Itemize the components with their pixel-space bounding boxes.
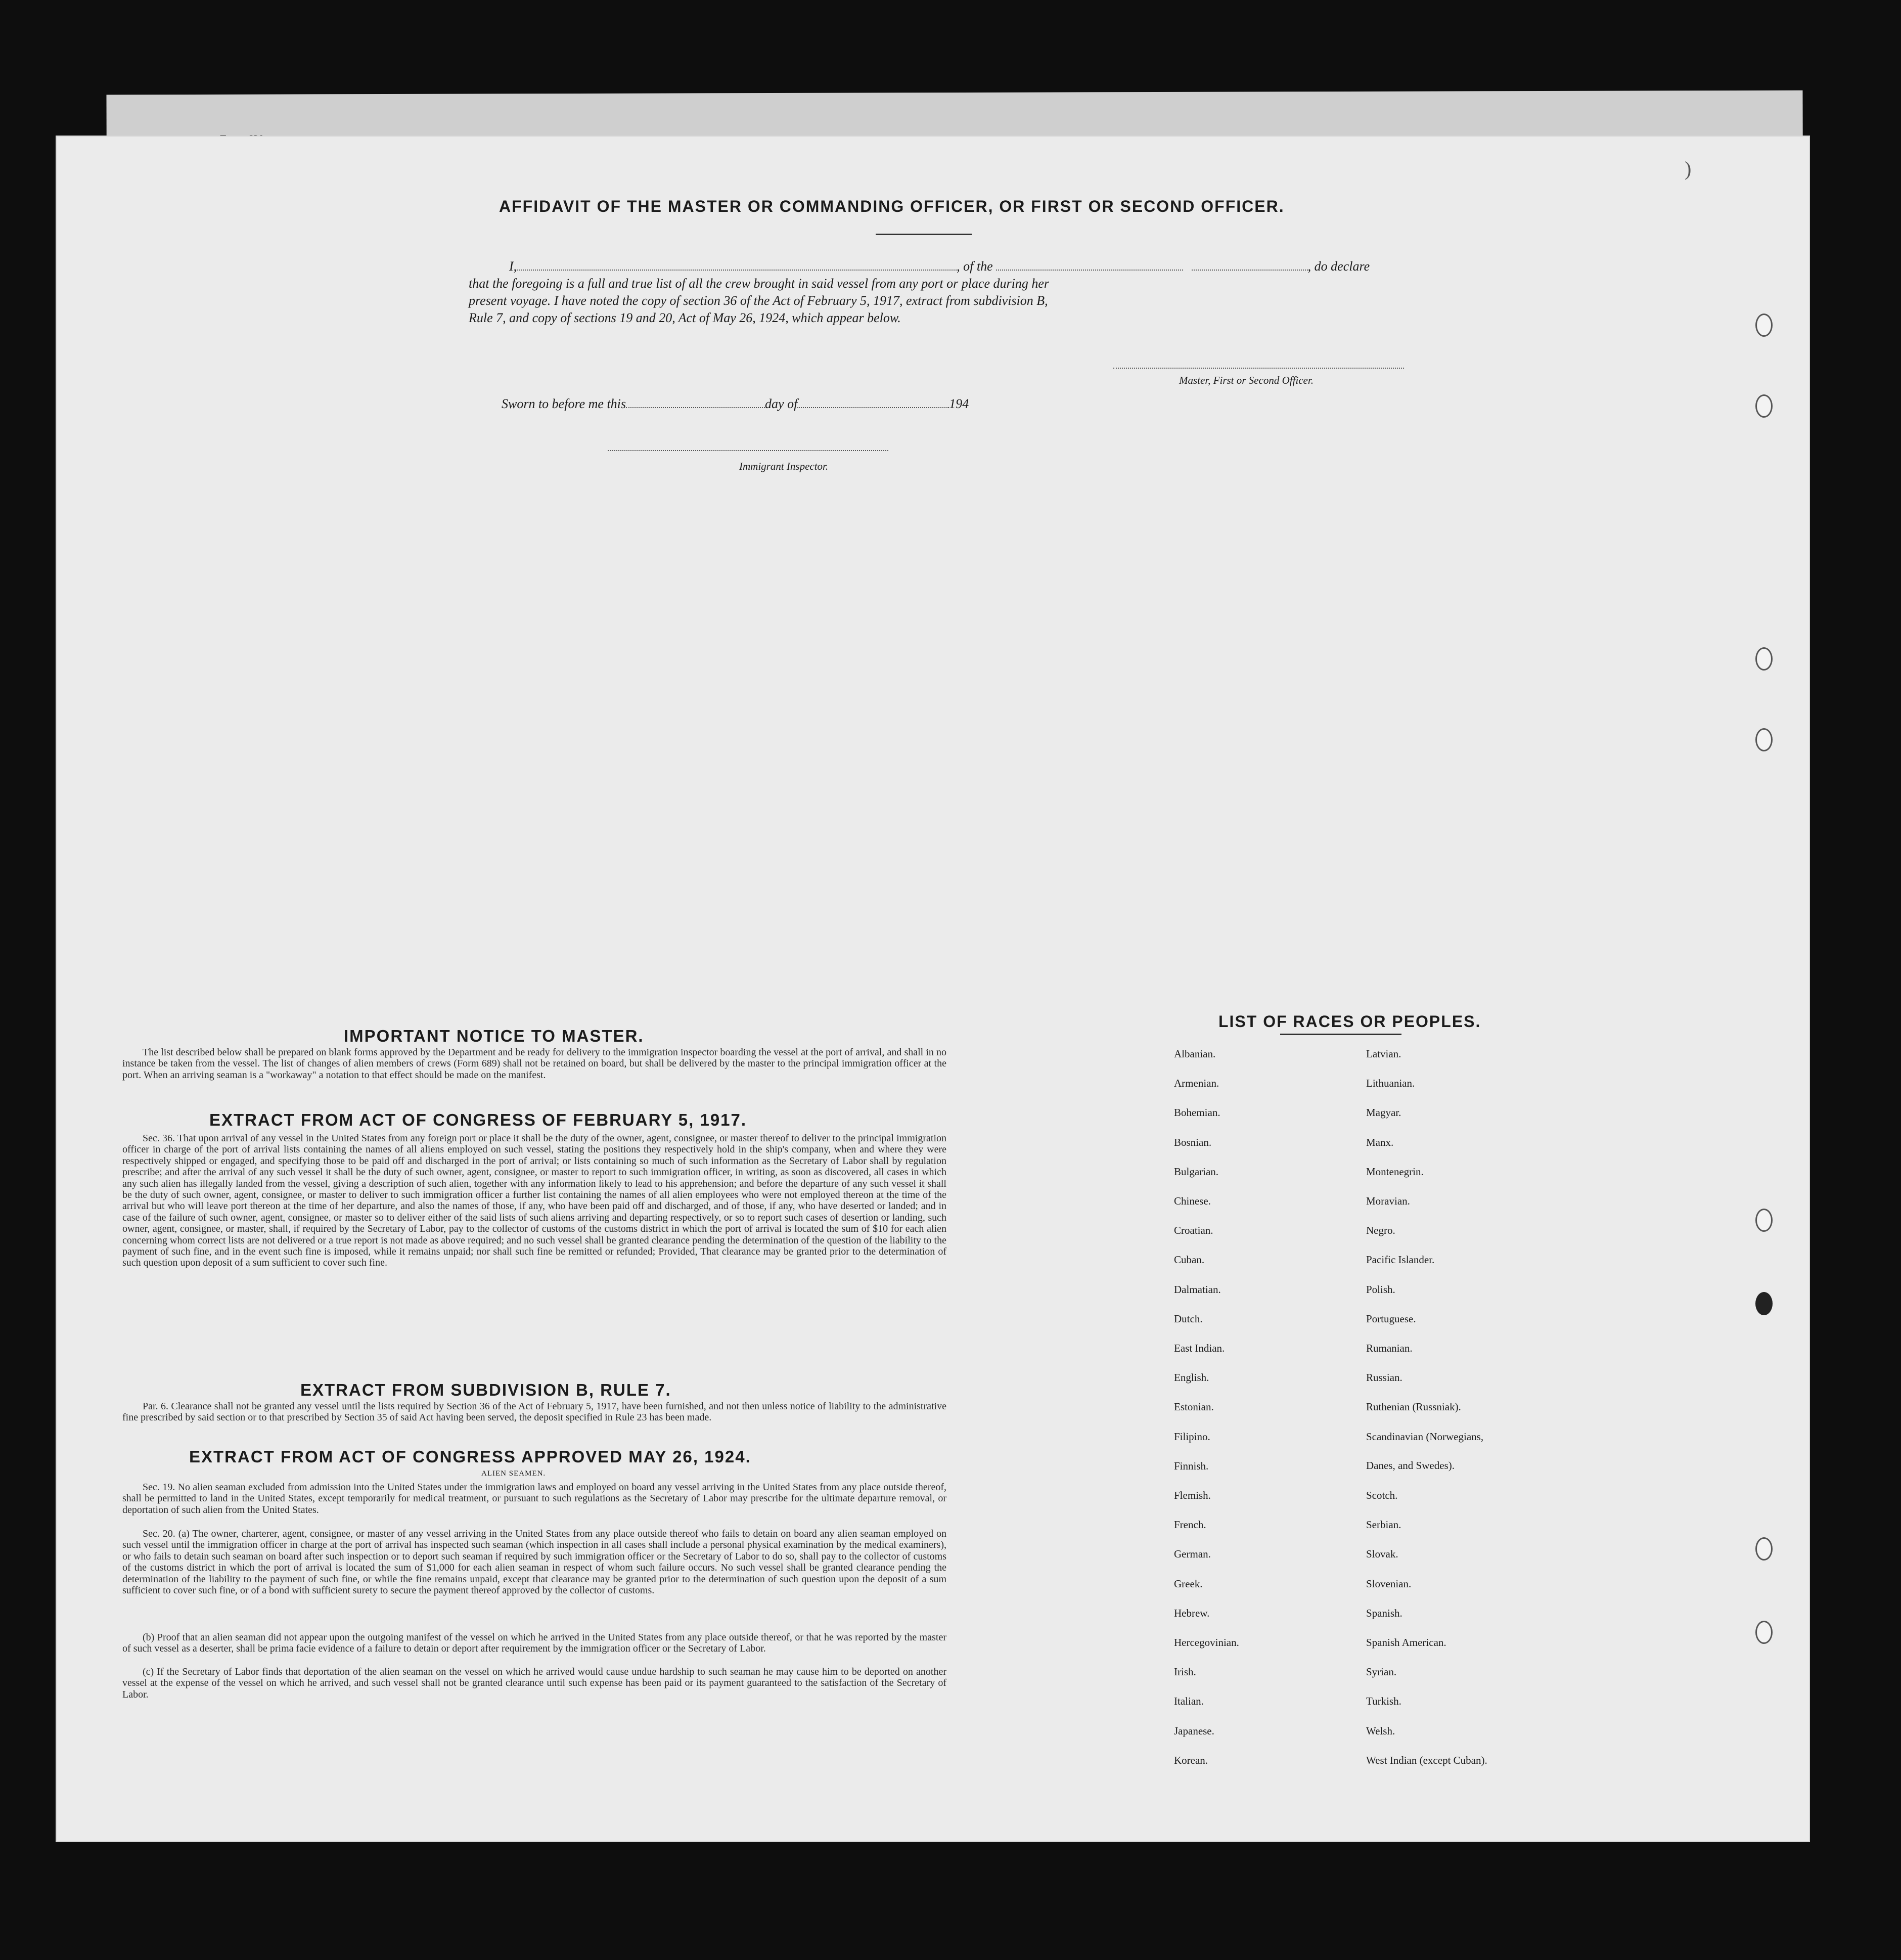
section-36-text: [122, 1133, 946, 1269]
punch-hole: [1755, 1209, 1773, 1232]
race-item: Pacific Islander.: [1366, 1254, 1435, 1266]
race-item: Montenegrin.: [1366, 1165, 1424, 1178]
inspector-signature-line[interactable]: [608, 449, 888, 451]
race-item: Finnish.: [1174, 1459, 1209, 1472]
race-item: Polish.: [1366, 1283, 1395, 1296]
race-scandinavian-continued: Danes, and Swedes).: [1366, 1459, 1455, 1472]
punch-hole: [1755, 1537, 1773, 1561]
section-20b-body: (b) Proof that an alien seaman did not appear upon the outgoing manifest of the vessel on which he arrived in the United States from any place outside thereof, or that he was reported by the master of such vessel as a deserter, shall be prima facie evidence of a failure to detain or deport after requirement by the immigration officer or the Secretary of Labor.: [122, 1632, 946, 1655]
title-rule: [876, 234, 972, 235]
race-item: Armenian.: [1174, 1077, 1219, 1090]
race-item: Syrian.: [1366, 1666, 1397, 1678]
affidavit-sheet: [56, 136, 1810, 1842]
race-item: Lithuanian.: [1366, 1077, 1415, 1090]
section-36-body: Sec. 36. That upon arrival of any vessel in the United States from any foreign port or place it shall be the duty of the owner, agent, consignee, or master thereof to deliver to the principal immigration officer in charge of the port of arrival lists containing the names of all aliens employed on such vessel, stating the positions they respectively hold in the ship's company, when and where they were respectively shipped or engaged, and specifying those to be paid off and discharged in the port of arrival; or lists containing so much of such information as the Secretary of Labor shall by regulation prescribe; and after the arrival of any such vessel it shall be the duty of such owner, agent, consignee, or master to report to such immigration officer, in writing, as soon as discovered, all cases in which any such alien has illegally landed from the vessel, giving a description of such alien, together with any information likely to lead to his apprehension; and before the departure of any such vessel it shall be the duty of such owner, agent, consignee, or master to deliver to such immigration officer a further list containing the names of all alien employees who were not employed thereon at the time of the arrival but who will leave port thereon at the time of her departure, and also the names of those, if any, who have been paid off and discharged, and of those, if any, who have deserted or landed; and in case of the failure of such owner, agent, consignee, or master so to deliver either of the said lists of such aliens arriving and departing respectively, or so to report such cases of desertion or landing, such owner, agent, consignee, or master, shall, if required by the Secretary of Labor, pay to the collector of customs of the customs district in which the port of arrival is located the sum of $10 for each alien concerning whom correct lists are not delivered or a true report is not made as above required; and no such vessel shall be granted clearance pending the determination of the question of the liability to the payment of such fine, and in the event such fine is imposed, while it remains unpaid; nor shall such fine be remitted or refunded; Provided, That clearance may be granted prior to the determination of such question upon deposit of a sum sufficient to cover such fine.: [122, 1133, 946, 1269]
vessel-blank-1[interactable]: [996, 259, 1183, 271]
races-rule: [1280, 1034, 1401, 1035]
race-item: Welsh.: [1366, 1724, 1395, 1737]
notice-intro: [122, 1047, 946, 1081]
race-item: English.: [1174, 1371, 1209, 1384]
race-item: Negro.: [1366, 1224, 1395, 1237]
affidavit-line-4: Rule 7, and copy of sections 19 and 20, Act of May 26, 1924, which appear below.: [469, 310, 901, 325]
race-item: Latvian.: [1366, 1048, 1401, 1060]
race-item: Chinese.: [1174, 1195, 1211, 1207]
race-item: Cuban.: [1174, 1254, 1205, 1266]
affidavit-line-2: that the foregoing is a full and true list of all the crew brought in said vessel from any port or place during her: [469, 276, 1050, 291]
sworn-year: 194: [949, 396, 969, 411]
race-item: Slovenian.: [1366, 1577, 1412, 1590]
punch-hole: [1755, 1621, 1773, 1644]
affidavit-line-3: present voyage. I have noted the copy of section 36 of the Act of February 5, 1917, extract from subdivision B,: [469, 293, 1048, 308]
alien-seamen-subheading: ALIEN SEAMEN.: [481, 1469, 546, 1478]
race-item: Hercegovinian.: [1174, 1636, 1239, 1649]
race-item: Rumanian.: [1366, 1342, 1413, 1354]
races-heading: LIST OF RACES OR PEOPLES.: [1218, 1012, 1481, 1031]
affidavit-of-the: , of the: [957, 259, 993, 274]
race-item: Magyar.: [1366, 1106, 1401, 1119]
race-item: Slovak.: [1366, 1548, 1398, 1561]
punch-hole: [1755, 728, 1773, 751]
race-item: Estonian.: [1174, 1401, 1214, 1413]
par-6-text: [122, 1401, 946, 1423]
race-item: Manx.: [1366, 1136, 1394, 1148]
race-item: Moravian.: [1366, 1195, 1410, 1207]
extract-1924-heading: EXTRACT FROM ACT OF CONGRESS APPROVED MAY 26, 1924.: [189, 1447, 751, 1466]
race-item: East Indian.: [1174, 1342, 1225, 1354]
race-item: Hebrew.: [1174, 1607, 1210, 1619]
race-item: Scandinavian (Norwegians,: [1366, 1430, 1484, 1443]
race-item: Spanish.: [1366, 1607, 1402, 1619]
punch-hole: [1755, 647, 1773, 671]
notice-intro-text: The list described below shall be prepared on blank forms approved by the Department and be ready for delivery to the immigration inspector boarding the vessel at the port of arrival, and shall in no instance be taken from the vessel. The list of changes of alien members of crews (Form 689) shall not be retained on board, but shall be delivered by the master to the principal immigration officer at the port. When an arriving seaman is a "workaway" a notation to that effect should be made on the manifest.: [122, 1047, 946, 1081]
sworn-day-of: day of: [765, 396, 798, 411]
race-item: Dalmatian.: [1174, 1283, 1221, 1296]
pencil-mark: ): [1685, 157, 1692, 180]
punch-hole: [1755, 1292, 1773, 1315]
race-item: Ruthenian (Russniak).: [1366, 1401, 1461, 1413]
sworn-line: [502, 395, 969, 413]
race-item: Scotch.: [1366, 1489, 1398, 1501]
race-item: Dutch.: [1174, 1312, 1203, 1325]
section-19-body: Sec. 19. No alien seaman excluded from admission into the United States under the immigration laws and employed on board any vessel arriving in the United States from any place outside thereof, shall be permitted to land in the United States, except temporarily for medical treatment, or pursuant to such regulations as the Secretary of Labor may prescribe for the ultimate departure removal, or deportation of such alien from the United States.: [122, 1482, 946, 1516]
race-item: Croatian.: [1174, 1224, 1213, 1237]
sworn-day-blank[interactable]: [626, 397, 765, 408]
notice-heading: IMPORTANT NOTICE TO MASTER.: [344, 1027, 644, 1045]
race-item: Spanish American.: [1366, 1636, 1446, 1649]
section-20c-text: [122, 1666, 946, 1700]
race-item: Bulgarian.: [1174, 1165, 1219, 1178]
sworn-prefix: Sworn to before me this: [502, 396, 626, 411]
master-signature-line[interactable]: [1113, 367, 1404, 369]
affidavit-do-declare: , do declare: [1307, 259, 1370, 274]
affidavit-title: AFFIDAVIT OF THE MASTER OR COMMANDING OFFICER, OR FIRST OR SECOND OFFICER.: [499, 197, 1285, 215]
race-item: Italian.: [1174, 1695, 1204, 1708]
race-item: French.: [1174, 1519, 1206, 1531]
affidavit-i: I,: [509, 259, 517, 274]
extract-1917-heading: EXTRACT FROM ACT OF CONGRESS OF FEBRUARY 5, 1917.: [209, 1110, 747, 1129]
race-item: Albanian.: [1174, 1048, 1216, 1060]
race-item: Flemish.: [1174, 1489, 1211, 1501]
vessel-blank-2[interactable]: [1192, 259, 1308, 271]
race-item: Korean.: [1174, 1754, 1208, 1766]
name-blank[interactable]: [517, 259, 957, 271]
race-item: German.: [1174, 1548, 1211, 1561]
section-20a-body: Sec. 20. (a) The owner, charterer, agent, consignee, or master of any vessel arriving in the United States from any place outside thereof who fails to detain on board any alien seaman employed on such vessel until the immigration officer in charge at the port of arrival has inspected such seaman (which inspection in all cases shall include a personal physical examination by the medical examiners), or who fails to detain such seaman on board after such inspection or to deport such seaman if required by such immigration officer or the Secretary of Labor to do so, shall pay to the collector of customs of the customs district in which the port of arrival is located the sum of $1,000 for each alien seaman in respect of whom such failure occurs. No such vessel shall be granted clearance pending the determination of the liability to the payment of such fine, or while the fine remains unpaid, except that clearance may be granted prior to the determination of such question upon the deposit of a sum sufficient to cover such fine, or of a bond with sufficient surety to secure the payment thereof approved by the collector of customs.: [122, 1528, 946, 1596]
race-item: Filipino.: [1174, 1430, 1210, 1443]
race-item: Bohemian.: [1174, 1106, 1220, 1119]
race-item: Russian.: [1366, 1371, 1402, 1384]
race-item: Turkish.: [1366, 1695, 1401, 1708]
punch-hole: [1755, 394, 1773, 418]
race-item: Japanese.: [1174, 1724, 1214, 1737]
section-19-text: [122, 1482, 946, 1516]
race-item: Serbian.: [1366, 1519, 1401, 1531]
race-item: Portuguese.: [1366, 1312, 1416, 1325]
race-item: West Indian (except Cuban).: [1366, 1754, 1487, 1766]
race-item: Irish.: [1174, 1666, 1196, 1678]
extract-rule7-heading: EXTRACT FROM SUBDIVISION B, RULE 7.: [300, 1380, 671, 1399]
affidavit-line-1: [469, 258, 1370, 275]
punch-hole: [1755, 314, 1773, 337]
race-item: Greek.: [1174, 1577, 1203, 1590]
section-20b-text: [122, 1632, 946, 1655]
inspector-caption: Immigrant Inspector.: [739, 460, 829, 472]
par-6-body: Par. 6. Clearance shall not be granted any vessel until the lists required by Section 36 of the Act of February 5, 1917, have been furnished, and not then unless notice of liability to the administrative fine prescribed by said section or to that prescribed by Section 35 of said Act having been served, the deposit specified in Rule 23 has been made.: [122, 1401, 946, 1423]
master-caption: Master, First or Second Officer.: [1179, 374, 1314, 386]
sworn-month-blank[interactable]: [797, 397, 949, 408]
section-20c-body: (c) If the Secretary of Labor finds that deportation of the alien seaman on the vessel on which he arrived would cause undue hardship to such seaman he may cause him to be deported on another vessel at the expense of the vessel on which he arrived, and such vessel shall not be granted clearance until such expense has been paid or its payment guaranteed to the satisfaction of the Secretary of Labor.: [122, 1666, 946, 1700]
race-item: Bosnian.: [1174, 1136, 1212, 1148]
section-20a-text: [122, 1528, 946, 1596]
